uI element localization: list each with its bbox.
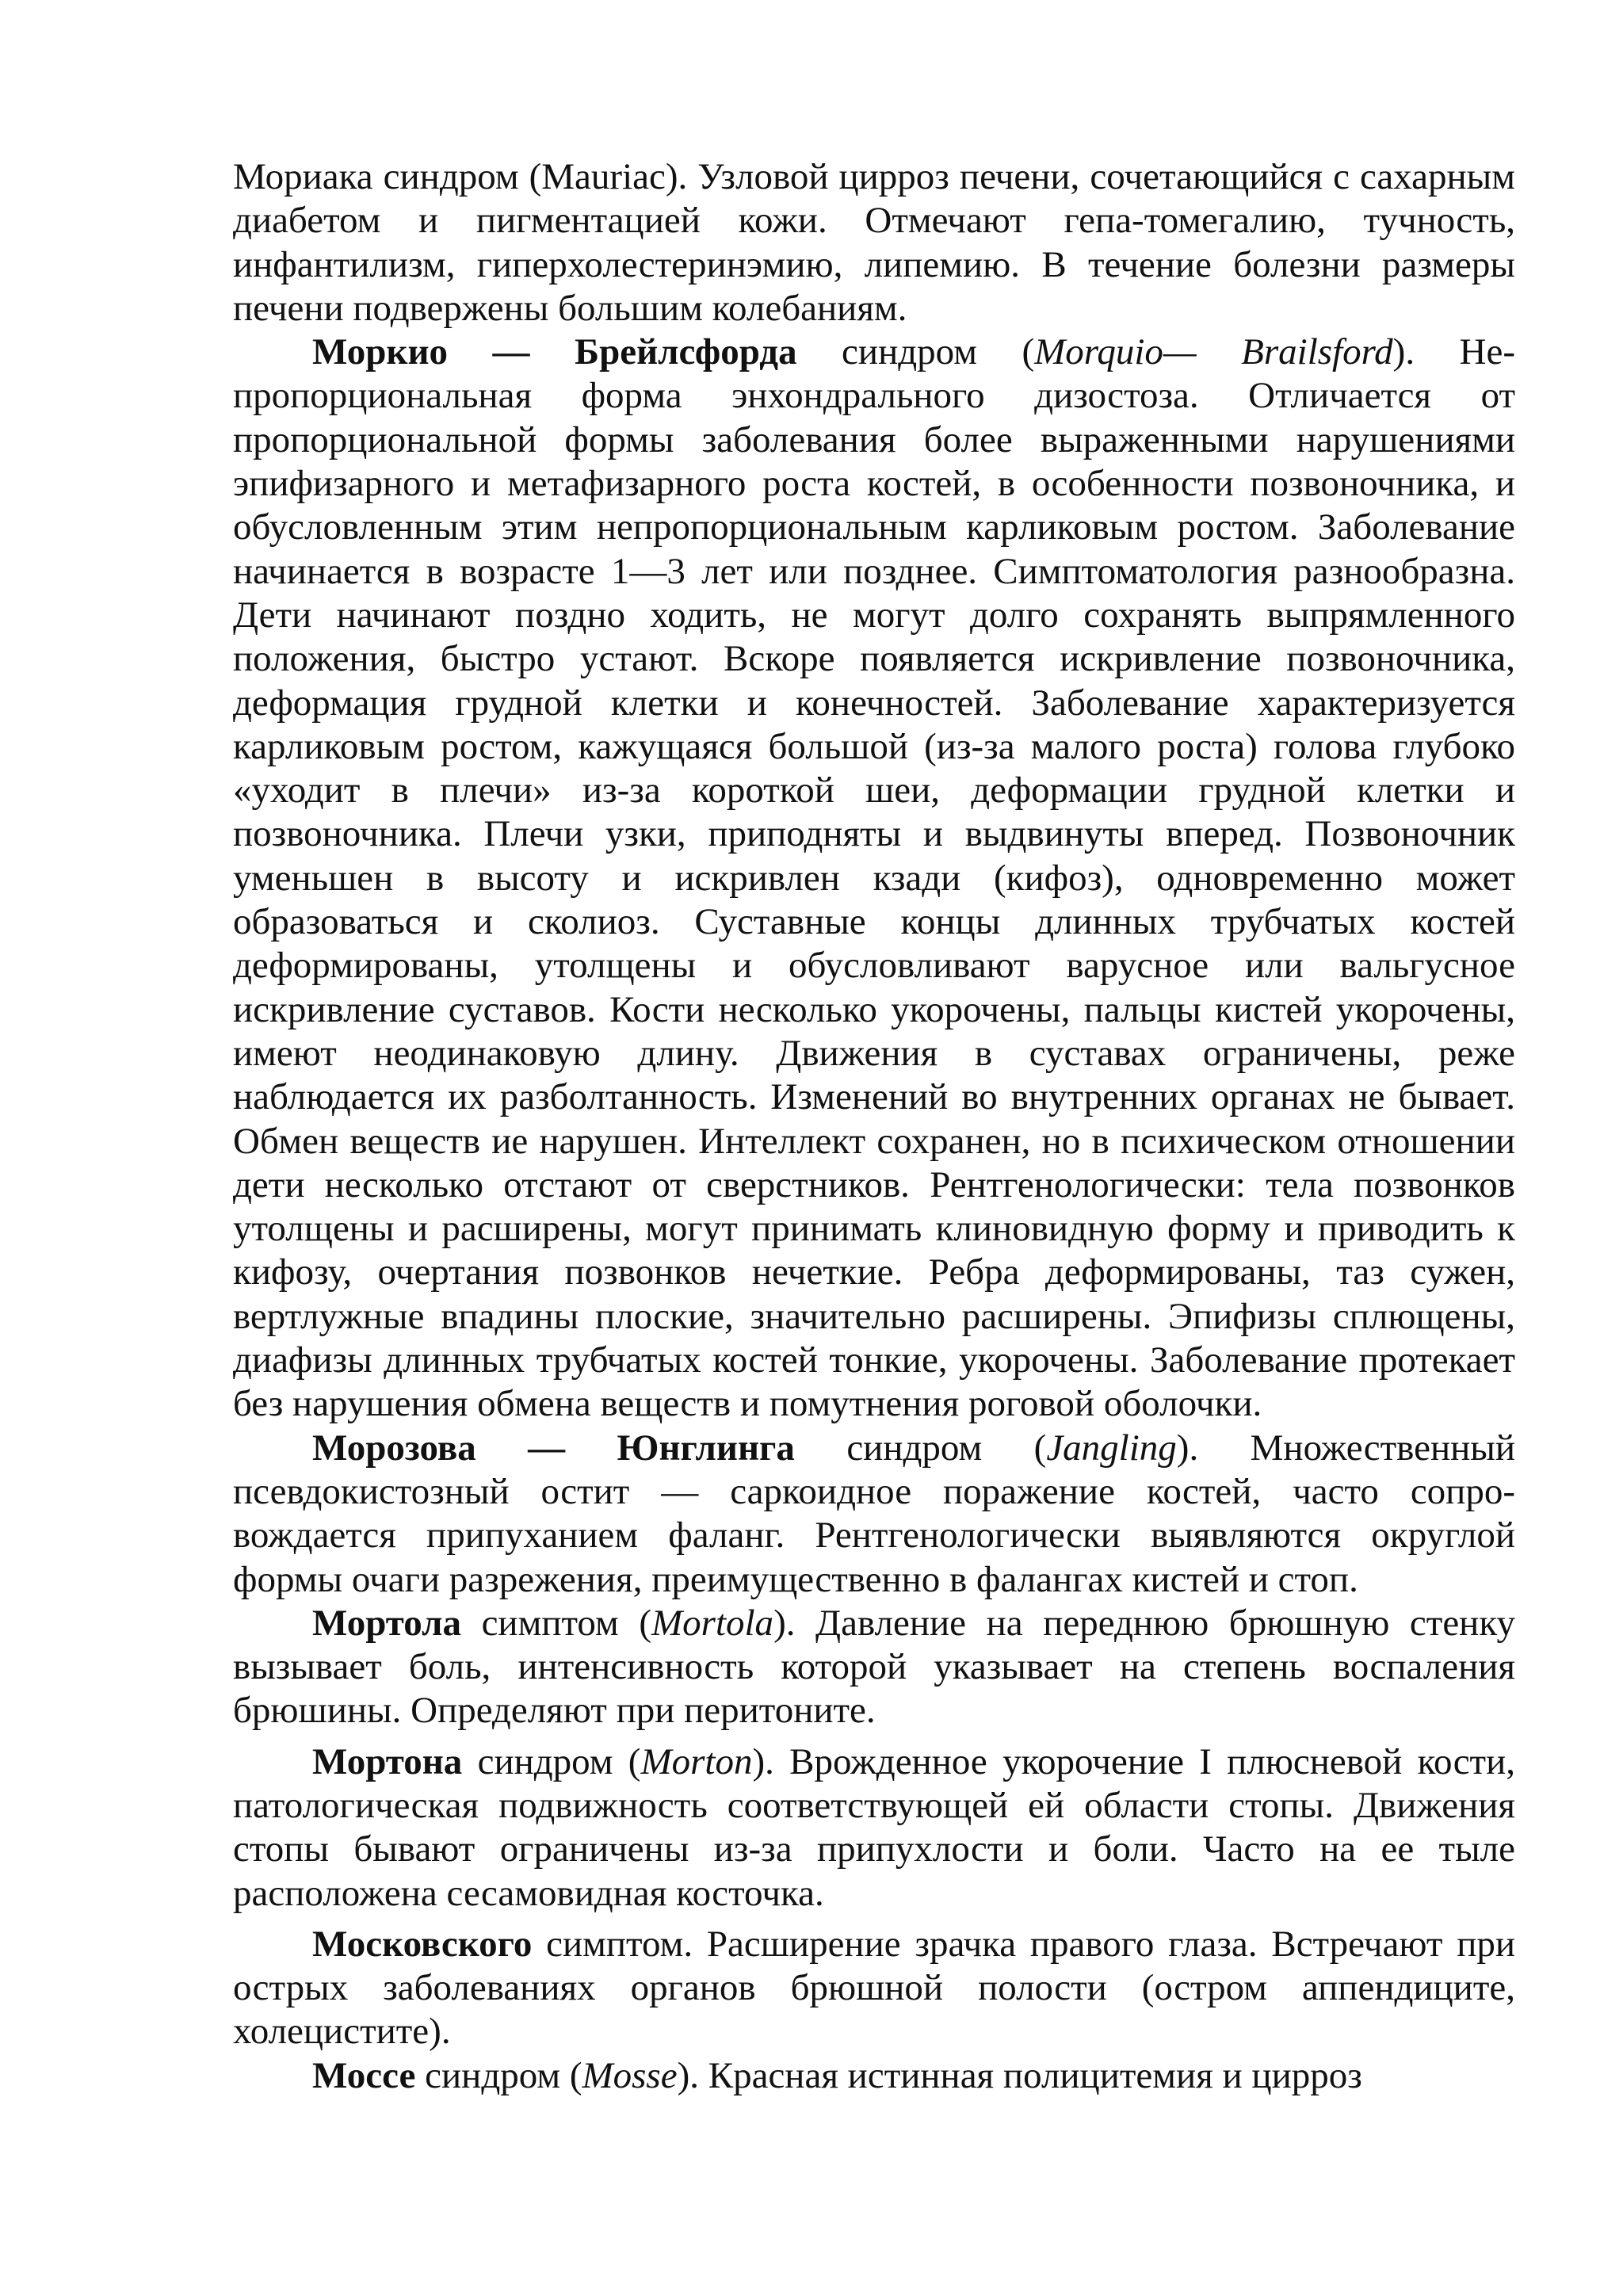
entry-text: симптом (	[460, 1602, 651, 1644]
entry-eponym: Morquio— Brailsford	[1034, 331, 1393, 373]
entry-mosse	[233, 2054, 1515, 2098]
entry-text: ). Множественный псевдокистозный остит — саркоидное поражение костей, часто сопро-вождается припуханием фаланг. Рентгенологически выявляются округлой формы очаги разрежения, преимущественно в фалангах кистей и стоп.	[233, 1427, 1515, 1600]
entry-mortola	[233, 1602, 1515, 1733]
entry-term: Московского	[312, 1923, 533, 1965]
entry-eponym: Morton	[640, 1740, 753, 1782]
entry-term: Морозова — Юнглинга	[312, 1427, 795, 1469]
entry-eponym: Mortola	[651, 1602, 774, 1644]
entry-eponym: Mosse	[582, 2054, 678, 2096]
entry-term: Моркио — Брейлсфорда	[312, 331, 797, 373]
entry-text: ). Врожденное укорочение I плюсневой кости, патологическая подвижность соответствующей ей области стопы. Движения стопы бывают ограничены из-за припухлости и боли. Часто на ее тыле расположена сесамовидная косточка.	[233, 1740, 1515, 1914]
entry-text: симптом. Расширение зрачка правого глаза. Встречают при острых заболеваниях органов брюшной полости (остром аппендиците, холецистите).	[233, 1923, 1515, 2053]
entry-morton	[233, 1740, 1515, 1916]
entry-text: синдром (	[415, 2054, 582, 2096]
entry-term: Моссе	[312, 2054, 416, 2096]
entry-term: Мортона	[312, 1740, 463, 1782]
entry-eponym: Jangling	[1046, 1427, 1177, 1469]
entry-text: ). Давление на переднюю брюшную стенку вызывает боль, интенсивность которой указывает на степень воспаления брюшины. Определяют при перитоните.	[233, 1602, 1516, 1732]
entry-morozov-jungling	[233, 1427, 1515, 1602]
entry-text: ). Красная истинная полицитемия и цирроз	[677, 2054, 1362, 2096]
entry-morquio-brailsford	[233, 330, 1515, 1426]
entry-term: Мортола	[312, 1602, 461, 1644]
document-page	[233, 155, 1515, 2098]
entry-mauriac	[233, 155, 1515, 330]
entry-text: Мориака синдром (Mauriac). Узловой цирроз печени, сочетающийся с сахарным диабетом и пигментацией кожи. Отмечают гепа-томегалию, тучность, инфантилизм, гиперхолестеринэмию, липемию. В течение болезни размеры печени подвержены большим колебаниям.	[233, 156, 1515, 329]
entry-moskovsky	[233, 1923, 1515, 2054]
entry-text: синдром (	[794, 1427, 1047, 1469]
entry-text: синдром (	[462, 1740, 641, 1782]
entry-text: ). Не-пропорциональная форма энхондрального дизостоза. Отличается от пропорциональной формы заболевания более выраженными нарушениями эпифизарного и метафизарного роста костей, в особенности позвоночника, и обусловленным этим непропорциональным карликовым ростом. Заболевание начинается в возрасте 1—3 лет или позднее. Симптоматология разнообразна. Дети начинают поздно ходить, не могут долго сохранять выпрямленного положения, быстро устают. Вскоре появляется искривление позвоночника, деформация грудной клетки и конечностей. Заболевание характеризуется карликовым ростом, кажущаяся большой (из-за малого роста) голова глубоко «уходит в плечи» из-за короткой шеи, деформации грудной клетки и позвоночника. Плечи узки, приподняты и выдвинуты вперед. Позвоночник уменьшен в высоту и искривлен кзади (кифоз), одновременно может образоваться и сколиоз. Суставные концы длинных трубчатых костей деформированы, утолщены и обусловливают варусное или вальгусное искривление суставов. Кости несколько укорочены, пальцы кистей укорочены, имеют неодинаковую длину. Движения в суставах ограничены, реже наблюдается их разболтанность. Изменений во внутренних органах не бывает. Обмен веществ ие нарушен. Интеллект сохранен, но в психическом отношении дети несколько отстают от сверстников. Рентгенологически: тела позвонков утолщены и расширены, могут принимать клиновидную форму и приводить к кифозу, очертания позвонков нечеткие. Ребра деформированы, таз сужен, вертлужные впадины плоские, значительно расширены. Эпифизы сплющены, диафизы длинных трубчатых костей тонкие, укорочены. Заболевание протекает без нарушения обмена веществ и помутнения роговой оболочки.	[233, 331, 1516, 1425]
entry-text: синдром (	[796, 331, 1035, 373]
